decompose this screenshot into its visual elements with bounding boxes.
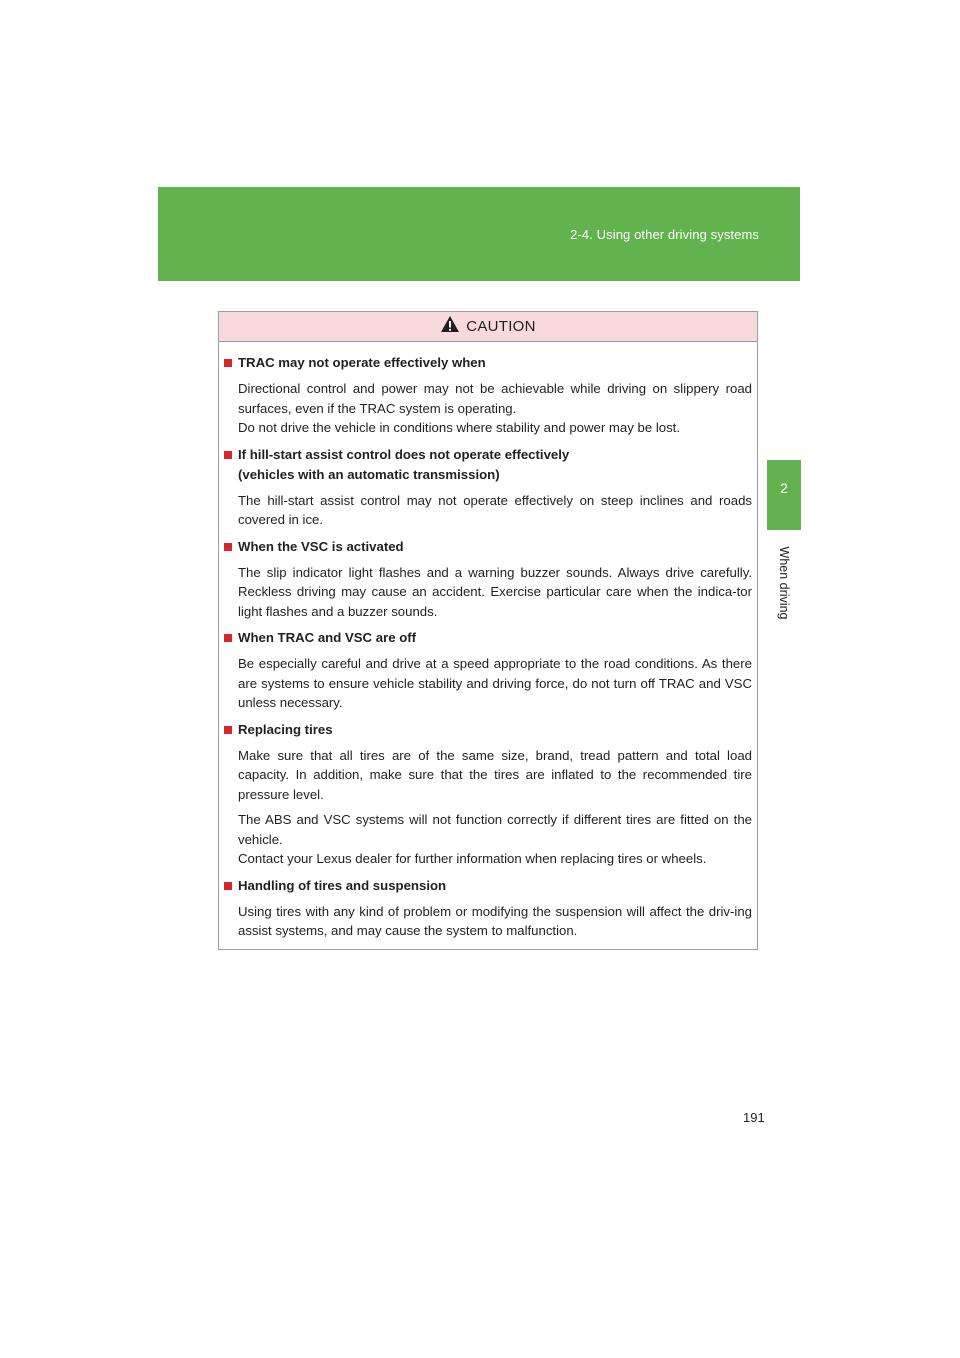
square-bullet-icon [224, 359, 232, 367]
caution-item [224, 445, 752, 530]
item-heading [224, 876, 752, 896]
item-paragraph: The ABS and VSC systems will not function correctly if different tires are fitted on the vehicle. Contact your Lexus dealer for further information when replacing tires or wheels. [238, 812, 752, 866]
chapter-label: When driving [777, 546, 791, 620]
square-bullet-icon [224, 882, 232, 890]
item-heading [224, 720, 752, 740]
item-paragraph: Make sure that all tires are of the same size, brand, tread pattern and total load capacity. In addition, make sure that the tires are inflated to the recommended tire pressure level. [238, 747, 752, 802]
caution-header [219, 312, 757, 342]
item-heading [224, 353, 752, 373]
warning-triangle-icon [440, 315, 460, 338]
item-heading [224, 628, 752, 648]
caution-item [224, 537, 752, 622]
item-heading-text: If hill-start assist control does not operate effectively (vehicles with an automatic transmission) [238, 446, 570, 482]
caution-item [224, 876, 752, 941]
chapter-label-container [767, 538, 801, 628]
chapter-tab [767, 460, 801, 530]
caution-item [224, 628, 752, 713]
item-paragraph: Using tires with any kind of problem or modifying the suspension will affect the driv-ing assist systems, and may cause the system to malfunction. [238, 903, 752, 938]
item-heading-text: Replacing tires [238, 721, 333, 737]
item-paragraph: Directional control and power may not be achievable while driving on slippery road surfaces, even if the TRAC system is operating. Do not drive the vehicle in conditions where stability and power may be lost. [238, 381, 752, 435]
item-heading [224, 537, 752, 557]
item-paragraph: The slip indicator light flashes and a warning buzzer sounds. Always drive carefully. Reckless driving may cause an accident. Exercise particular care when the indica-tor light flashes and a buzzer sounds. [238, 564, 752, 619]
item-paragraph: The hill-start assist control may not operate effectively on steep inclines and roads covered in ice. [238, 492, 752, 527]
item-heading-text: When TRAC and VSC are off [238, 630, 417, 645]
square-bullet-icon [224, 451, 232, 459]
item-paragraph: Be especially careful and drive at a speed appropriate to the road conditions. As there are systems to ensure vehicle stability and driving force, do not turn off TRAC and VSC unless necessary. [238, 656, 752, 710]
chapter-number: 2 [780, 480, 788, 496]
page-number: 191 [743, 1110, 765, 1125]
chapter-header-band [158, 187, 800, 281]
caution-title: CAUTION [466, 318, 536, 335]
caution-box [218, 311, 758, 950]
square-bullet-icon [224, 634, 232, 642]
caution-item [224, 353, 752, 438]
item-heading-text: TRAC may not operate effectively when [238, 355, 486, 370]
caution-body [219, 342, 757, 941]
square-bullet-icon [224, 543, 232, 551]
item-heading-text: Handling of tires and suspension [238, 877, 447, 893]
section-title: 2-4. Using other driving systems [570, 227, 759, 242]
square-bullet-icon [224, 726, 232, 734]
caution-item [224, 720, 752, 869]
item-heading [224, 445, 752, 485]
item-heading-text: When the VSC is activated [238, 538, 404, 554]
